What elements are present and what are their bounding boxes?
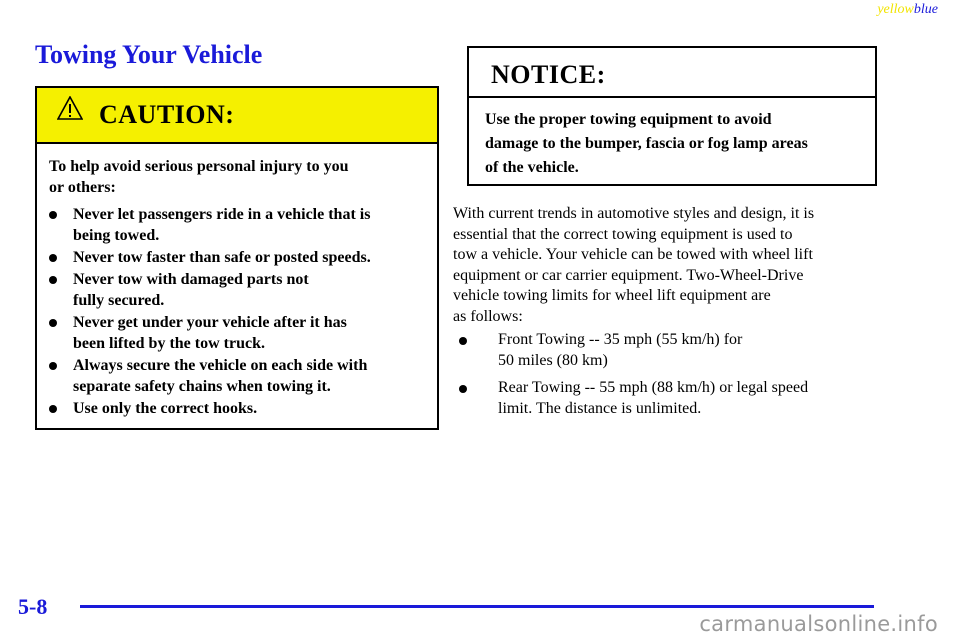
caution-item-line: Never tow with damaged parts not (73, 271, 309, 288)
caution-intro-line: or others: (49, 179, 116, 196)
bullet-icon (49, 319, 57, 327)
page-title: Towing Your Vehicle (35, 40, 263, 69)
caution-item-line: Never tow faster than safe or posted speeds. (73, 249, 371, 266)
caution-item-line: Never let passengers ride in a vehicle that is (73, 206, 371, 223)
color-tag (877, 2, 938, 18)
towing-limits-list (453, 330, 879, 426)
paragraph-line: tow a vehicle. Your vehicle can be towed with wheel lift (453, 246, 813, 263)
towing-limit-item (453, 330, 879, 371)
caution-title: CAUTION: (99, 100, 235, 129)
caution-item-line: being towed. (73, 227, 160, 244)
caution-item (49, 204, 423, 246)
towing-limit-item (453, 378, 879, 419)
color-tag-yellow: yellow (877, 2, 914, 17)
caution-item-line: been lifted by the tow truck. (73, 335, 265, 352)
bullet-icon (49, 276, 57, 284)
bullet-icon (49, 405, 57, 413)
caution-header (37, 88, 437, 144)
towing-limit-line: Front Towing -- 35 mph (55 km/h) for (498, 331, 743, 348)
paragraph-line: as follows: (453, 307, 523, 325)
watermark: carmanualsonline.info (699, 612, 938, 636)
caution-item-line: Never get under your vehicle after it has (73, 314, 347, 331)
caution-box (35, 86, 439, 430)
caution-item-line: separate safety chains when towing it. (73, 378, 331, 395)
caution-item-line: fully secured. (73, 292, 165, 309)
notice-box (467, 46, 877, 186)
towing-limit-line: limit. The distance is unlimited. (498, 399, 702, 417)
bullet-icon (49, 211, 57, 219)
page-number: 5-8 (18, 594, 48, 619)
bullet-icon (49, 362, 57, 370)
towing-paragraph (453, 204, 879, 327)
towing-limit-line: Rear Towing -- 55 mph (88 km/h) or legal speed (498, 379, 809, 396)
caution-item (49, 312, 423, 354)
caution-item (49, 355, 423, 397)
notice-body (469, 98, 875, 180)
towing-limit-line: 50 miles (80 km) (498, 351, 608, 369)
paragraph-line: vehicle towing limits for wheel lift equipment are (453, 287, 771, 304)
caution-item-line: Use only the correct hooks. (73, 400, 258, 417)
caution-item (49, 269, 423, 311)
caution-list (49, 204, 423, 419)
paragraph-line: equipment or car carrier equipment. Two-Wheel-Drive (453, 266, 804, 284)
notice-line: Use the proper towing equipment to avoid (485, 111, 772, 128)
paragraph-line: essential that the correct towing equipment is used to (453, 225, 793, 243)
footer-rule (80, 605, 874, 608)
caution-intro-line: To help avoid serious personal injury to you (49, 158, 349, 175)
notice-title: NOTICE: (491, 60, 606, 89)
warning-triangle-icon (57, 96, 83, 120)
bullet-icon (459, 337, 467, 345)
notice-line: damage to the bumper, fascia or fog lamp areas (485, 135, 808, 152)
caution-item-line: Always secure the vehicle on each side with (73, 357, 368, 374)
bullet-icon (49, 254, 57, 262)
notice-header (469, 48, 875, 98)
bullet-icon (459, 385, 467, 393)
notice-line: of the vehicle. (485, 159, 579, 176)
caution-intro (49, 156, 423, 198)
color-tag-blue: blue (913, 2, 938, 17)
caution-body (37, 144, 437, 419)
paragraph-line: With current trends in automotive styles and design, it is (453, 205, 815, 222)
caution-item (49, 247, 423, 268)
caution-item (49, 398, 423, 419)
